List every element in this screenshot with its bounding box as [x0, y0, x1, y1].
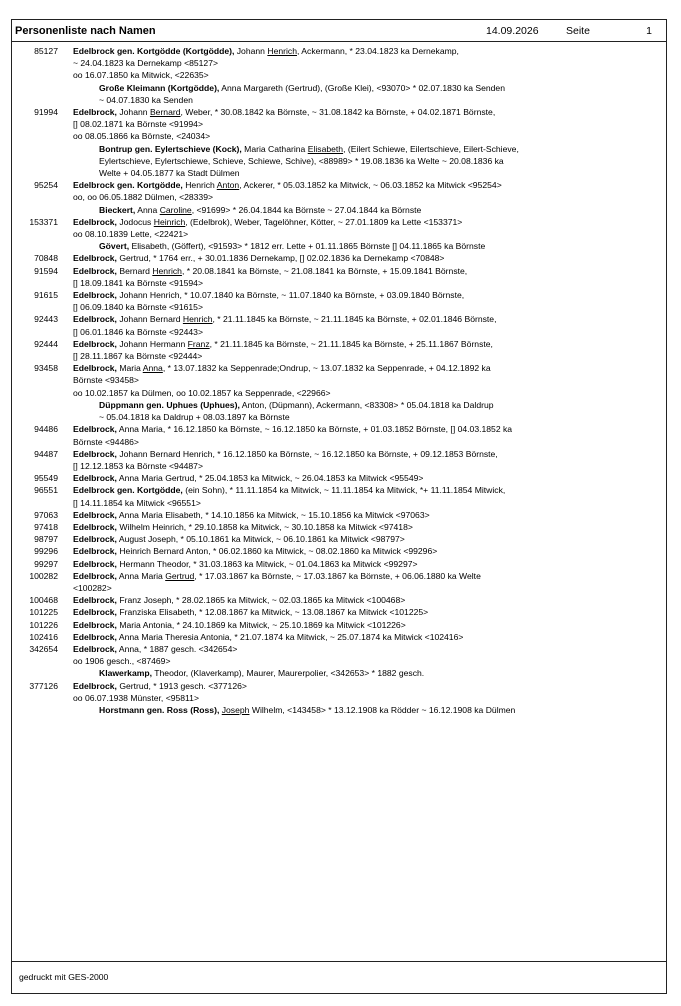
entry-line — [73, 155, 658, 167]
entry-text: , * 20.08.1841 ka Börnste, ~ 21.08.1841 ka Börnste, + 15.09.1841 Börnste, — [181, 265, 468, 276]
entry-text: Hermann Theodor, * 31.03.1863 ka Mitwick, ~ 01.04.1863 ka Mitwick <99297> — [116, 558, 418, 569]
person-id: 100282 — [29, 570, 58, 581]
entry-line — [73, 594, 658, 606]
call-name: Heinrich — [153, 216, 186, 227]
entry-text: Gertrud, * 1764 err., + 30.01.1836 Dernekamp, [] 02.02.1836 ka Dernekamp <70848> — [116, 253, 445, 264]
entry-text: Johann Henrich, * 10.07.1840 ka Börnste, ~ 11.07.1840 ka Börnste, + 03.09.1840 Börnste, — [116, 290, 465, 301]
report-header — [12, 20, 666, 42]
entry-text: Johann Hermann — [116, 338, 188, 349]
person-list — [12, 45, 666, 716]
entry-line — [73, 240, 658, 252]
entry-line — [73, 94, 658, 106]
person-id: 153371 — [29, 216, 58, 227]
call-name: Franz — [187, 338, 210, 349]
person-entry — [12, 545, 666, 557]
person-id: 102416 — [29, 631, 58, 642]
entry-text: Franziska Elisabeth, * 12.08.1867 ka Mitwick, ~ 13.08.1867 ka Mitwick <101225> — [116, 607, 429, 618]
call-name: Elisabeth — [307, 143, 344, 154]
entry-text: oo 08.05.1866 ka Börnste, <24034> — [73, 131, 211, 142]
person-id: 99296 — [34, 546, 58, 557]
entry-line — [73, 277, 658, 289]
person-name: Gövert, — [99, 241, 130, 252]
person-entry — [12, 289, 666, 313]
entry-line — [73, 423, 658, 435]
call-name: Anna — [142, 363, 163, 374]
call-name: Anton — [216, 180, 240, 191]
entry-text: , (Eilert Schiewe, Eilertschieve, Eilert-Schieve, — [343, 143, 519, 154]
person-name: Edelbrock, — [73, 546, 117, 557]
person-name: Edelbrock, — [73, 265, 117, 276]
entry-line — [73, 558, 658, 570]
entry-text: , Ackermann, * 23.04.1823 ka Dernekamp, — [296, 46, 459, 56]
entry-text: Franz Joseph, * 28.02.1865 ka Mitwick, ~ 02.03.1865 ka Mitwick <100468> — [116, 595, 406, 606]
person-id: 95549 — [34, 473, 58, 484]
entry-line — [73, 692, 658, 704]
entry-text: oo, oo 06.05.1882 Dülmen, <28339> — [73, 192, 214, 203]
person-entry — [12, 619, 666, 631]
person-name: Edelbrock, — [73, 680, 117, 691]
entry-line — [73, 374, 658, 386]
person-entry — [12, 484, 666, 508]
person-name: Edelbrock, — [73, 448, 117, 459]
call-name: Henrich — [152, 265, 182, 276]
entry-line — [73, 265, 658, 277]
entry-text: Elisabeth, (Göffert), <91593> * 1812 err. Lette + 01.11.1865 Börnste [] 04.11.1865 ka Börnste — [129, 241, 486, 252]
person-id: 101226 — [29, 619, 58, 630]
person-id: 94486 — [34, 424, 58, 435]
person-name: Edelbrock, — [73, 643, 117, 654]
person-name: Klawerkamp, — [99, 668, 153, 679]
person-id: 342654 — [29, 643, 58, 654]
entry-line — [73, 460, 658, 472]
entry-line — [73, 667, 658, 679]
entry-text: [] 18.09.1841 ka Börnste <91594> — [73, 277, 203, 288]
entry-text: , * 21.11.1845 ka Börnste, ~ 21.11.1845 ka Börnste, + 02.01.1846 Börnste, — [212, 314, 497, 325]
entry-line — [73, 338, 658, 350]
entry-text: [] 06.01.1846 ka Börnste <92443> — [73, 326, 203, 337]
call-name: Gertrud — [165, 570, 195, 581]
person-name: Edelbrock, — [73, 338, 117, 349]
person-entry — [12, 106, 666, 179]
entry-line — [73, 631, 658, 643]
person-name: Bontrup gen. Eylertschieve (Kock), — [99, 143, 242, 154]
person-id: 100468 — [29, 595, 58, 606]
entry-text: Anna Maria — [116, 570, 166, 581]
person-entry — [12, 362, 666, 423]
entry-text: Heinrich Bernard Anton, * 06.02.1860 ka Mitwick, ~ 08.02.1860 ka Mitwick <99296> — [116, 546, 438, 557]
entry-line — [73, 643, 658, 655]
entry-text: Welte + 04.05.1877 ka Stadt Dülmen — [99, 168, 240, 179]
entry-line — [73, 472, 658, 484]
entry-line — [73, 204, 658, 216]
entry-line — [73, 118, 658, 130]
entry-text: Maria Antonia, * 24.10.1869 ka Mitwick, ~ 25.10.1869 ka Mitwick <101226> — [116, 619, 406, 630]
person-id: 91615 — [34, 290, 58, 301]
person-id: 99297 — [34, 558, 58, 569]
person-id: 97418 — [34, 521, 58, 532]
entry-text: Gertrud, * 1913 gesch. <377126> — [116, 680, 247, 691]
person-id: 91594 — [34, 265, 58, 276]
person-name: Edelbrock, — [73, 363, 117, 374]
entry-text: Johann — [116, 107, 150, 118]
entry-text: , Weber, * 30.08.1842 ka Börnste, ~ 31.08.1842 ka Börnste, + 04.02.1871 Börnste, — [180, 107, 496, 118]
entry-line — [73, 57, 658, 69]
entry-text: <100282> — [73, 582, 112, 593]
entry-text: , * 13.07.1832 ka Seppenrade;Ondrup, ~ 13.07.1832 ka Seppenrade, + 04.12.1892 ka — [162, 363, 491, 374]
person-name: Edelbrock, — [73, 107, 117, 118]
person-name: Edelbrock, — [73, 509, 117, 520]
person-id: 92443 — [34, 314, 58, 325]
entry-text: Theodor, (Klaverkamp), Maurer, Maurerpolier, <342653> * 1882 gesch. — [152, 668, 425, 679]
entry-text: Anna Margareth (Gertrud), (Große Klei), <93070> * 02.07.1830 ka Senden — [219, 82, 505, 93]
entry-text: , * 17.03.1867 ka Börnste, ~ 17.03.1867 ka Börnste, + 06.06.1880 ka Welte — [194, 570, 481, 581]
entry-line — [73, 69, 658, 81]
entry-line — [73, 167, 658, 179]
entry-text: Maria — [116, 363, 143, 374]
person-name: Edelbrock, — [73, 473, 117, 484]
call-name: Bernard — [149, 107, 181, 118]
entry-text: oo 08.10.1839 Lette, <22421> — [73, 229, 189, 240]
person-name: Edelbrock, — [73, 631, 117, 642]
person-name: Edelbrock gen. Kortgödde, — [73, 180, 183, 191]
entry-line — [73, 191, 658, 203]
person-id: 377126 — [29, 680, 58, 691]
entry-text: , Ackerer, * 05.03.1852 ka Mitwick, ~ 06.03.1852 ka Mitwick <95254> — [239, 180, 502, 191]
entry-text: oo 06.07.1938 Münster, <95811> — [73, 692, 199, 703]
person-entry — [12, 558, 666, 570]
person-name: Edelbrock, — [73, 607, 117, 618]
person-entry — [12, 216, 666, 253]
person-name: Edelbrock, — [73, 521, 117, 532]
person-entry — [12, 606, 666, 618]
page-label: Seite — [566, 25, 590, 37]
person-entry — [12, 313, 666, 337]
entry-line — [73, 704, 658, 716]
entry-text: , * 21.11.1845 ka Börnste, ~ 21.11.1845 ka Börnste, + 25.11.1867 Börnste, — [209, 338, 493, 349]
person-entry — [12, 179, 666, 216]
entry-text: ~ 05.04.1818 ka Daldrup + 08.03.1897 ka Börnste — [99, 412, 290, 423]
person-id: 97063 — [34, 509, 58, 520]
entry-text: Johann Bernard Henrich, * 16.12.1850 ka Börnste, ~ 16.12.1850 ka Börnste, + 09.12.1853 Börnste, — [116, 448, 498, 459]
entry-line — [73, 289, 658, 301]
entry-line — [73, 606, 658, 618]
person-id: 98797 — [34, 534, 58, 545]
person-id: 93458 — [34, 363, 58, 374]
entry-line — [73, 350, 658, 362]
entry-text: ~ 04.07.1830 ka Senden — [99, 94, 193, 105]
entry-line — [73, 228, 658, 240]
entry-text: Börnste <94486> — [73, 436, 139, 447]
entry-text: [] 28.11.1867 ka Börnste <92444> — [73, 351, 203, 362]
page-number: 1 — [646, 25, 652, 37]
entry-line — [73, 570, 658, 582]
entry-text: Anna Maria, * 16.12.1850 ka Börnste, ~ 16.12.1850 ka Börnste, + 01.03.1852 Börnste, [] 04.03.1852 ka — [116, 424, 513, 435]
entry-text: oo 16.07.1850 ka Mitwick, <22635> — [73, 70, 209, 81]
entry-text: Johann — [234, 46, 268, 56]
entry-text: [] 14.11.1854 ka Mitwick <96551> — [73, 497, 201, 508]
person-entry — [12, 423, 666, 447]
entry-line — [73, 436, 658, 448]
call-name: Henrich — [182, 314, 213, 325]
entry-text: Börnste <93458> — [73, 375, 139, 386]
entry-text: August Joseph, * 05.10.1861 ka Mitwick, ~ 06.10.1861 ka Mitwick <98797> — [116, 534, 405, 545]
report-title: Personenliste nach Namen — [15, 25, 156, 37]
entry-line — [73, 680, 658, 692]
entry-text: Anna Maria Theresia Antonia, * 21.07.1874 ka Mitwick, ~ 25.07.1874 ka Mitwick <102416> — [116, 631, 464, 642]
entry-line — [73, 521, 658, 533]
person-entry — [12, 448, 666, 472]
entry-text: Bernard — [116, 265, 153, 276]
person-entry — [12, 252, 666, 264]
entry-text: oo 10.02.1857 ka Dülmen, oo 10.02.1857 ka Seppenrade, <22966> — [73, 387, 331, 398]
entry-line — [73, 497, 658, 509]
call-name: Henrich — [267, 46, 297, 56]
person-id: 85127 — [34, 46, 58, 56]
person-id: 91994 — [34, 107, 58, 118]
person-name: Bieckert, — [99, 204, 136, 215]
person-name: Edelbrock, — [73, 424, 117, 435]
entry-line — [73, 313, 658, 325]
person-name: Edelbrock, — [73, 570, 117, 581]
entry-line — [73, 387, 658, 399]
entry-line — [73, 179, 658, 191]
entry-text: Henrich — [182, 180, 217, 191]
entry-text: Eylertschieve, Eylertschiewe, Schieve, Schiewe, Schive), <88989> * 19.08.1836 ka Welte ~ 20.08.1836 ka — [99, 155, 504, 166]
entry-text: [] 06.09.1840 ka Börnste <91615> — [73, 302, 203, 313]
entry-line — [73, 448, 658, 460]
entry-line — [73, 655, 658, 667]
person-name: Edelbrock, — [73, 534, 117, 545]
entry-text: oo 1906 gesch., <87469> — [73, 656, 171, 667]
person-entry — [12, 472, 666, 484]
entry-line — [73, 399, 658, 411]
entry-line — [73, 326, 658, 338]
call-name: Caroline — [159, 204, 192, 215]
person-name: Edelbrock, — [73, 595, 117, 606]
entry-text: , (Edelbrok), Weber, Tagelöhner, Kötter, ~ 27.01.1809 ka Lette <153371> — [185, 216, 463, 227]
person-entry — [12, 265, 666, 289]
report-footer — [12, 961, 666, 995]
person-name: Düppmann gen. Uphues (Uphues), — [99, 399, 240, 410]
entry-text: Anna, * 1887 gesch. <342654> — [116, 643, 238, 654]
person-name: Edelbrock, — [73, 253, 117, 264]
entry-text: Anna Maria Elisabeth, * 14.10.1856 ka Mitwick, ~ 15.10.1856 ka Mitwick <97063> — [116, 509, 430, 520]
person-name: Edelbrock gen. Kortgödde (Kortgödde), — [73, 46, 235, 56]
entry-line — [73, 362, 658, 374]
entry-line — [73, 82, 658, 94]
person-entry — [12, 680, 666, 717]
entry-line — [73, 619, 658, 631]
report-page — [11, 19, 667, 994]
person-entry — [12, 45, 666, 106]
entry-line — [73, 484, 658, 496]
entry-line — [73, 106, 658, 118]
printed-by-note: gedruckt mit GES-2000 — [19, 972, 109, 982]
call-name: Joseph — [221, 704, 250, 715]
entry-text: Anna Maria Gertrud, * 25.04.1853 ka Mitwick, ~ 26.04.1853 ka Mitwick <95549> — [116, 473, 424, 484]
entry-text: Maria Catharina — [241, 143, 308, 154]
person-id: 96551 — [34, 485, 58, 496]
print-date: 14.09.2026 — [486, 25, 539, 37]
entry-text: Anton, (Düpmann), Ackermann, <83308> * 05.04.1818 ka Daldrup — [239, 399, 494, 410]
person-name: Edelbrock, — [73, 216, 117, 227]
entry-text: ~ 24.04.1823 ka Dernekamp <85127> — [73, 58, 219, 69]
entry-text: Jodocus — [116, 216, 154, 227]
person-entry — [12, 533, 666, 545]
person-name: Edelbrock, — [73, 619, 117, 630]
person-entry — [12, 338, 666, 362]
person-entry — [12, 594, 666, 606]
entry-text: Wilhelm Heinrich, * 29.10.1858 ka Mitwick, ~ 30.10.1858 ka Mitwick <97418> — [116, 521, 413, 532]
person-name: Horstmann gen. Ross (Ross), — [99, 704, 220, 715]
person-id: 95254 — [34, 180, 58, 191]
person-entry — [12, 643, 666, 680]
person-entry — [12, 570, 666, 594]
entry-line — [73, 545, 658, 557]
entry-line — [73, 509, 658, 521]
person-name: Große Kleimann (Kortgödde), — [99, 82, 220, 93]
person-name: Edelbrock, — [73, 290, 117, 301]
entry-line — [73, 301, 658, 313]
entry-line — [73, 130, 658, 142]
person-entry — [12, 631, 666, 643]
person-id: 70848 — [34, 253, 58, 264]
person-name: Edelbrock, — [73, 314, 117, 325]
person-name: Edelbrock, — [73, 558, 117, 569]
person-id: 92444 — [34, 338, 58, 349]
entry-text: Johann Bernard — [116, 314, 183, 325]
entry-line — [73, 143, 658, 155]
entry-text: Anna — [135, 204, 160, 215]
entry-line — [73, 582, 658, 594]
person-id: 101225 — [29, 607, 58, 618]
entry-text: [] 12.12.1853 ka Börnste <94487> — [73, 460, 203, 471]
entry-line — [73, 216, 658, 228]
person-entry — [12, 521, 666, 533]
entry-text: [] 08.02.1871 ka Börnste <91994> — [73, 119, 203, 130]
entry-line — [73, 45, 658, 57]
entry-line — [73, 252, 658, 264]
person-name: Edelbrock gen. Kortgödde, — [73, 485, 183, 496]
entry-line — [73, 411, 658, 423]
person-entry — [12, 509, 666, 521]
entry-text: , <91699> * 26.04.1844 ka Börnste ~ 27.04.1844 ka Börnste — [191, 204, 422, 215]
person-id: 94487 — [34, 448, 58, 459]
entry-text: Wilhelm, <143458> * 13.12.1908 ka Rödder ~ 16.12.1908 ka Dülmen — [249, 704, 516, 715]
entry-line — [73, 533, 658, 545]
entry-text: (ein Sohn), * 11.11.1854 ka Mitwick, ~ 11.11.1854 ka Mitwick, *+ 11.11.1854 Mitwick, — [182, 485, 506, 496]
